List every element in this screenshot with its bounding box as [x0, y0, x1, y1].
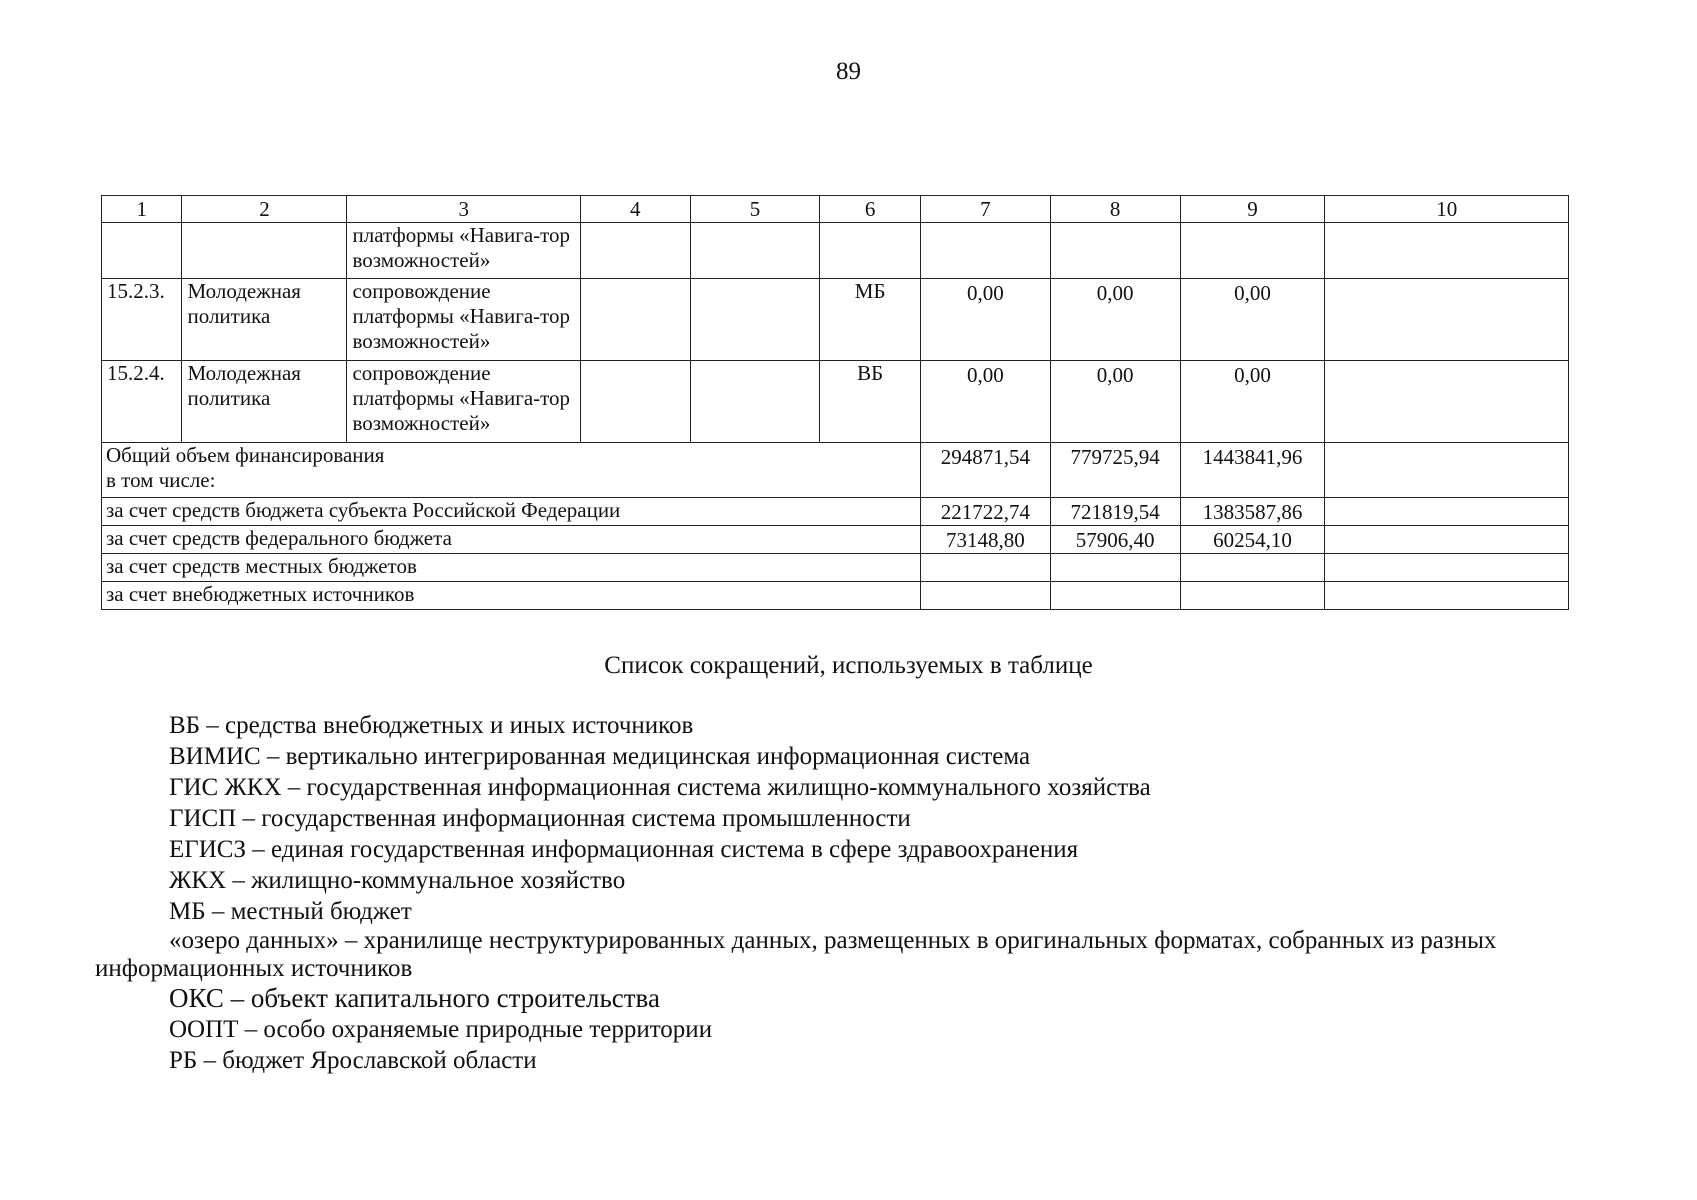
row-value-8 [1050, 223, 1180, 279]
row-sphere: Молодежная политика [182, 361, 347, 443]
row-cell-5 [690, 361, 820, 443]
column-header: 10 [1325, 196, 1569, 223]
summary-value-9: 60254,10 [1180, 526, 1325, 554]
summary-value-8: 779725,94 [1050, 443, 1180, 498]
summary-label: за счет внебюджетных источников [102, 582, 921, 610]
summary-label: за счет средств местных бюджетов [102, 554, 921, 582]
abbreviation-item: ОКС – объект капитального строительства [169, 983, 660, 1013]
summary-row [102, 582, 1569, 610]
page-number: 89 [836, 58, 861, 85]
summary-value-9 [1180, 554, 1325, 582]
table-header-row [102, 196, 1569, 223]
summary-label: за счет средств федерального бюджета [102, 526, 921, 554]
financing-table [101, 195, 1569, 610]
summary-cell-10 [1325, 582, 1569, 610]
abbreviation-item: ВИМИС – вертикально интегрированная медицинская информационная система [169, 743, 1031, 770]
column-header: 3 [347, 196, 580, 223]
row-value-9: 0,00 [1180, 279, 1325, 361]
summary-cell-10 [1325, 498, 1569, 526]
row-event: сопровождение платформы «Навига-тор возможностей» [347, 361, 580, 443]
summary-value-9: 1443841,96 [1180, 443, 1325, 498]
summary-cell-10 [1325, 554, 1569, 582]
abbreviation-item: МБ – местный бюджет [169, 898, 412, 925]
row-source: ВБ [820, 361, 921, 443]
summary-label [102, 443, 921, 498]
summary-value-8 [1050, 582, 1180, 610]
summary-row [102, 498, 1569, 526]
summary-value-8 [1050, 554, 1180, 582]
summary-cell-10 [1325, 526, 1569, 554]
column-header: 5 [690, 196, 820, 223]
abbreviation-item: ЕГИСЗ – единая государственная информационная система в сфере здравоохранения [169, 836, 1079, 863]
row-number: 15.2.4. [102, 361, 182, 443]
row-event: сопровождение платформы «Навига-тор возможностей» [347, 279, 580, 361]
summary-row [102, 443, 1569, 498]
table-row [102, 361, 1569, 443]
table-row [102, 223, 1569, 279]
summary-value-8: 721819,54 [1050, 498, 1180, 526]
summary-value-7 [920, 582, 1050, 610]
summary-cell-10 [1325, 443, 1569, 498]
abbreviations-title: Список сокращений, используемых в таблице [604, 652, 1093, 679]
row-source [820, 223, 921, 279]
abbreviations-list [95, 710, 1595, 1076]
row-number [102, 223, 182, 279]
row-value-9: 0,00 [1180, 361, 1325, 443]
column-header: 6 [820, 196, 921, 223]
row-number: 15.2.3. [102, 279, 182, 361]
abbreviation-item: РБ – бюджет Ярославской области [169, 1047, 537, 1074]
column-header: 9 [1180, 196, 1325, 223]
abbreviation-item: ГИС ЖКХ – государственная информационная система жилищно-коммунального хозяйства [169, 774, 1151, 801]
row-event: платформы «Навига-тор возможностей» [347, 223, 580, 279]
summary-value-7: 221722,74 [920, 498, 1050, 526]
row-cell-4 [580, 223, 690, 279]
summary-label-line: Общий объем финансирования [106, 443, 385, 467]
row-source: МБ [820, 279, 921, 361]
row-cell-10 [1325, 223, 1569, 279]
row-cell-4 [580, 361, 690, 443]
abbreviation-item: ООПТ – особо охраняемые природные территории [169, 1016, 713, 1043]
row-cell-10 [1325, 361, 1569, 443]
summary-value-9 [1180, 582, 1325, 610]
column-header: 2 [182, 196, 347, 223]
summary-value-8: 57906,40 [1050, 526, 1180, 554]
abbreviation-item: ВБ – средства внебюджетных и иных источников [169, 712, 694, 739]
row-value-7 [920, 223, 1050, 279]
summary-label: за счет средств бюджета субъекта Российской Федерации [102, 498, 921, 526]
row-cell-5 [690, 279, 820, 361]
row-value-7: 0,00 [920, 361, 1050, 443]
row-value-8: 0,00 [1050, 361, 1180, 443]
row-value-8: 0,00 [1050, 279, 1180, 361]
row-cell-5 [690, 223, 820, 279]
column-header: 1 [102, 196, 182, 223]
row-value-7: 0,00 [920, 279, 1050, 361]
summary-value-7: 294871,54 [920, 443, 1050, 498]
table-row [102, 279, 1569, 361]
column-header: 4 [580, 196, 690, 223]
abbreviation-item: ЖКХ – жилищно-коммунальное хозяйство [169, 867, 626, 894]
row-cell-10 [1325, 279, 1569, 361]
summary-row [102, 526, 1569, 554]
row-value-9 [1180, 223, 1325, 279]
summary-label-line: в том числе: [106, 468, 216, 492]
abbreviation-item: «озеро данных» – хранилище неструктурированных данных, размещенных в оригинальных форматах, собранных из разных информационных источников [95, 927, 1497, 982]
row-sphere: Молодежная политика [182, 279, 347, 361]
row-cell-4 [580, 279, 690, 361]
abbreviation-item: ГИСП – государственная информационная система промышленности [169, 805, 911, 832]
row-sphere [182, 223, 347, 279]
summary-value-7: 73148,80 [920, 526, 1050, 554]
summary-value-9: 1383587,86 [1180, 498, 1325, 526]
column-header: 7 [920, 196, 1050, 223]
summary-value-7 [920, 554, 1050, 582]
summary-row [102, 554, 1569, 582]
column-header: 8 [1050, 196, 1180, 223]
